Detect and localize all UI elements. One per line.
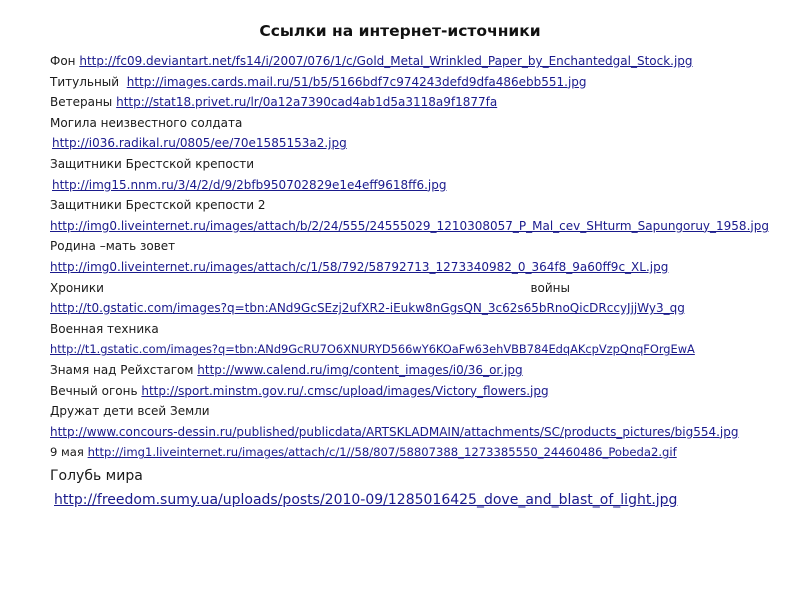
source-link[interactable]: http://t0.gstatic.com/images?q=tbn:ANd9GcSEzj2ufXR2-iEukw8nGgsQN_3c62s65bRnoQicDRccyJjjWy3_qg xyxy=(50,301,685,316)
list-item xyxy=(50,175,776,196)
source-label: Титульный xyxy=(50,74,120,89)
source-label-continued: войны xyxy=(530,280,570,295)
source-label: Знамя над Рейхстагом xyxy=(50,362,194,377)
source-label: Могила неизвестного солдата xyxy=(50,115,243,130)
list-item-header xyxy=(50,278,570,299)
list-item xyxy=(50,360,776,381)
source-label: Дружат дети всей Земли xyxy=(50,404,210,419)
list-item xyxy=(50,298,776,319)
list-item xyxy=(50,381,776,402)
list-item xyxy=(50,133,776,154)
list-item xyxy=(50,257,776,278)
source-label: 9 мая xyxy=(50,445,84,460)
source-label: Ветераны xyxy=(50,95,113,110)
source-label: Родина –мать зовет xyxy=(50,239,176,254)
source-link[interactable]: http://fc09.deviantart.net/fs14/i/2007/076/1/c/Gold_Metal_Wrinkled_Paper_by_Enchantedgal_Stock.jpg xyxy=(79,54,693,68)
source-label: Военная техника xyxy=(50,321,159,336)
list-item xyxy=(50,51,776,72)
source-link[interactable]: http://img0.liveinternet.ru/images/attach/c/1/58/792/58792713_1273340982_0_364f8_9a60ff9c_XL.jpg xyxy=(50,259,669,274)
list-item xyxy=(50,72,776,93)
list-item xyxy=(50,216,776,237)
sources-list xyxy=(50,51,776,511)
source-link[interactable]: http://img1.liveinternet.ru/images/attach/c/1//58/807/58807388_1273385550_24460486_Pobeda2.gif xyxy=(87,445,677,460)
source-label: Голубь мира xyxy=(50,467,143,484)
source-link[interactable]: http://www.calend.ru/img/content_images/i0/36_or.jpg xyxy=(197,362,523,377)
list-item xyxy=(50,339,776,360)
list-item xyxy=(50,442,776,463)
source-label: Хроники xyxy=(50,280,104,295)
source-link[interactable]: http://sport.minstm.gov.ru/.cmsc/upload/images/Victory_flowers.jpg xyxy=(141,383,549,398)
source-link[interactable]: http://stat18.privet.ru/lr/0a12a7390cad4ab1d5a3118a9f1877fa xyxy=(116,95,498,110)
list-item xyxy=(50,92,776,113)
list-item xyxy=(50,489,776,511)
source-label: Вечный огонь xyxy=(50,383,138,398)
source-link[interactable]: http://www.concours-dessin.ru/published/publicdata/ARTSKLADMAIN/attachments/SC/products_pictures/big554.jpg xyxy=(50,424,739,439)
source-link[interactable]: http://t1.gstatic.com/images?q=tbn:ANd9GcRU7O6XNURYD566wY6KOaFw63ehVBB784EdqAKcpVzpQnqFOrgEwA xyxy=(50,342,695,357)
list-item xyxy=(50,422,776,443)
source-link[interactable]: http://img0.liveinternet.ru/images/attach/b/2/24/555/24555029_1210308057_P_Mal_cev_SHturm_Sapungoruy_1958.jpg xyxy=(50,218,769,233)
source-label: Фон xyxy=(50,54,76,68)
source-link[interactable]: http://images.cards.mail.ru/51/b5/5166bdf7c974243defd9dfa486ebb551.jpg xyxy=(126,74,587,89)
source-label: Защитники Брестской крепости xyxy=(50,156,255,171)
source-link[interactable]: http://freedom.sumy.ua/uploads/posts/2010-09/1285016425_dove_and_blast_of_light.jpg xyxy=(54,491,678,508)
source-label: Защитники Брестской крепости 2 xyxy=(50,198,266,213)
source-link[interactable]: http://i036.radikal.ru/0805/ee/70e1585153a2.jpg xyxy=(52,136,347,151)
page-title: Ссылки на интернет-источники xyxy=(259,22,541,40)
source-link[interactable]: http://img15.nnm.ru/3/4/2/d/9/2bfb950702829e1e4eff9618ff6.jpg xyxy=(52,177,447,192)
